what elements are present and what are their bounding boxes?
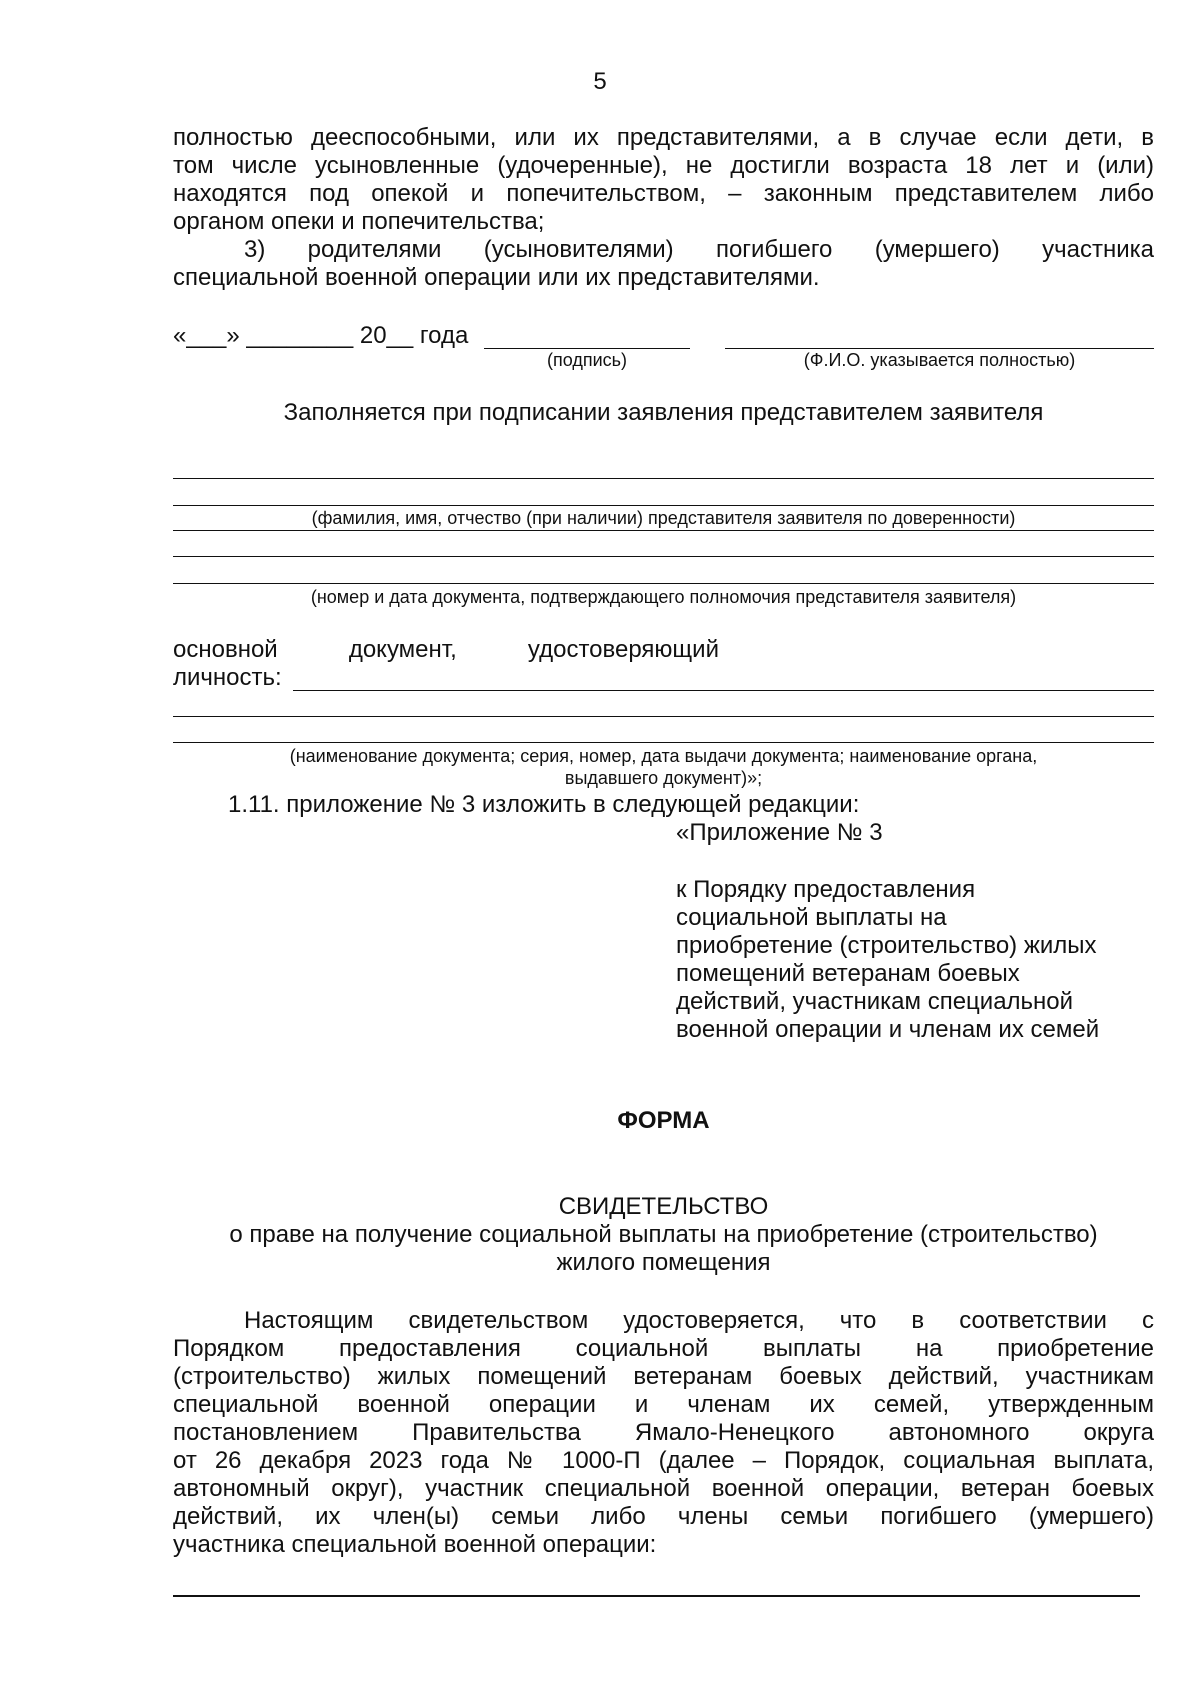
- list-item-3: 3) родителями (усыновителями) погибшего (умершего) участника: [244, 236, 1154, 263]
- paragraph-line: том числе усыновленные (удочеренные), не достигли возраста 18 лет и (или): [173, 152, 1154, 179]
- blank-line: [293, 690, 1154, 691]
- amendment-text: 1.11. приложение № 3 изложить в следующей редакции:: [228, 791, 860, 818]
- blank-line: [173, 583, 1154, 584]
- participant-fill-line: [173, 1595, 1140, 1597]
- certificate-subtitle: о праве на получение социальной выплаты на приобретение (строительство): [229, 1221, 1098, 1248]
- paragraph-line: специальной военной операции или их представителями.: [173, 264, 820, 291]
- fio-caption: (Ф.И.О. указывается полностью): [803, 350, 1076, 370]
- appendix-line: помещений ветеранам боевых: [676, 960, 1020, 987]
- blank-line: [173, 505, 1154, 506]
- form-label: ФОРМА: [617, 1107, 710, 1134]
- certificate-paragraph-line: автономный округ), участник специальной военной операции, ветеран боевых: [173, 1475, 1154, 1502]
- representative-doc-caption: (номер и дата документа, подтверждающего полномочия представителя заявителя): [310, 587, 1017, 607]
- paragraph-line: полностью дееспособными, или их представителями, а в случае если дети, в: [173, 124, 1154, 151]
- appendix-line: действий, участникам специальной: [676, 988, 1074, 1015]
- blank-line: [173, 530, 1154, 531]
- blank-line: [173, 478, 1154, 479]
- certificate-title: СВИДЕТЕЛЬСТВО: [558, 1193, 769, 1220]
- certificate-paragraph-line: Порядком предоставления социальной выплаты на приобретение: [173, 1335, 1154, 1362]
- appendix-line: приобретение (строительство) жилых: [676, 932, 1097, 959]
- blank-line: [173, 556, 1154, 557]
- certificate-paragraph-line: (строительство) жилых помещений ветеранам боевых действий, участникам: [173, 1363, 1154, 1390]
- certificate-paragraph-line: участника специальной военной операции:: [173, 1531, 657, 1558]
- signature-caption: (подпись): [546, 350, 628, 370]
- appendix-line: военной операции и членам их семей: [676, 1016, 1100, 1043]
- appendix-line: к Порядку предоставления: [676, 876, 976, 903]
- page-number: 5: [593, 68, 607, 95]
- representative-name-caption: (фамилия, имя, отчество (при наличии) представителя заявителя по доверенности): [311, 508, 1016, 528]
- certificate-paragraph-line: постановлением Правительства Ямало-Ненецкого автономного округа: [173, 1419, 1154, 1446]
- id-document-caption: (наименование документа; серия, номер, дата выдачи документа; наименование органа,: [289, 746, 1038, 766]
- appendix-line: социальной выплаты на: [676, 904, 947, 931]
- id-document-caption: выдавшего документ)»;: [564, 768, 763, 788]
- date-field: «___» ________ 20__ года: [173, 322, 469, 349]
- certificate-subtitle: жилого помещения: [556, 1249, 771, 1276]
- appendix-title: «Приложение № 3: [676, 819, 883, 846]
- id-document-label: личность:: [173, 664, 282, 691]
- certificate-paragraph-line: Настоящим свидетельством удостоверяется, что в соответствии с: [244, 1307, 1154, 1334]
- blank-line: [173, 716, 1154, 717]
- paragraph-line: органом опеки и попечительства;: [173, 208, 545, 235]
- certificate-paragraph-line: специальной военной операции и членам их семей, утвержденным: [173, 1391, 1154, 1418]
- paragraph-line: находятся под опекой и попечительством, – законным представителем либо: [173, 180, 1154, 207]
- certificate-paragraph-line: действий, их член(ы) семьи либо члены семьи погибшего (умершего): [173, 1503, 1154, 1530]
- representative-heading: Заполняется при подписании заявления представителем заявителя: [283, 399, 1044, 426]
- certificate-paragraph-line: от 26 декабря 2023 года № 1000-П (далее – Порядок, социальная выплата,: [173, 1447, 1154, 1474]
- blank-line: [173, 742, 1154, 743]
- id-document-label: основной документ, удостоверяющий: [173, 636, 719, 663]
